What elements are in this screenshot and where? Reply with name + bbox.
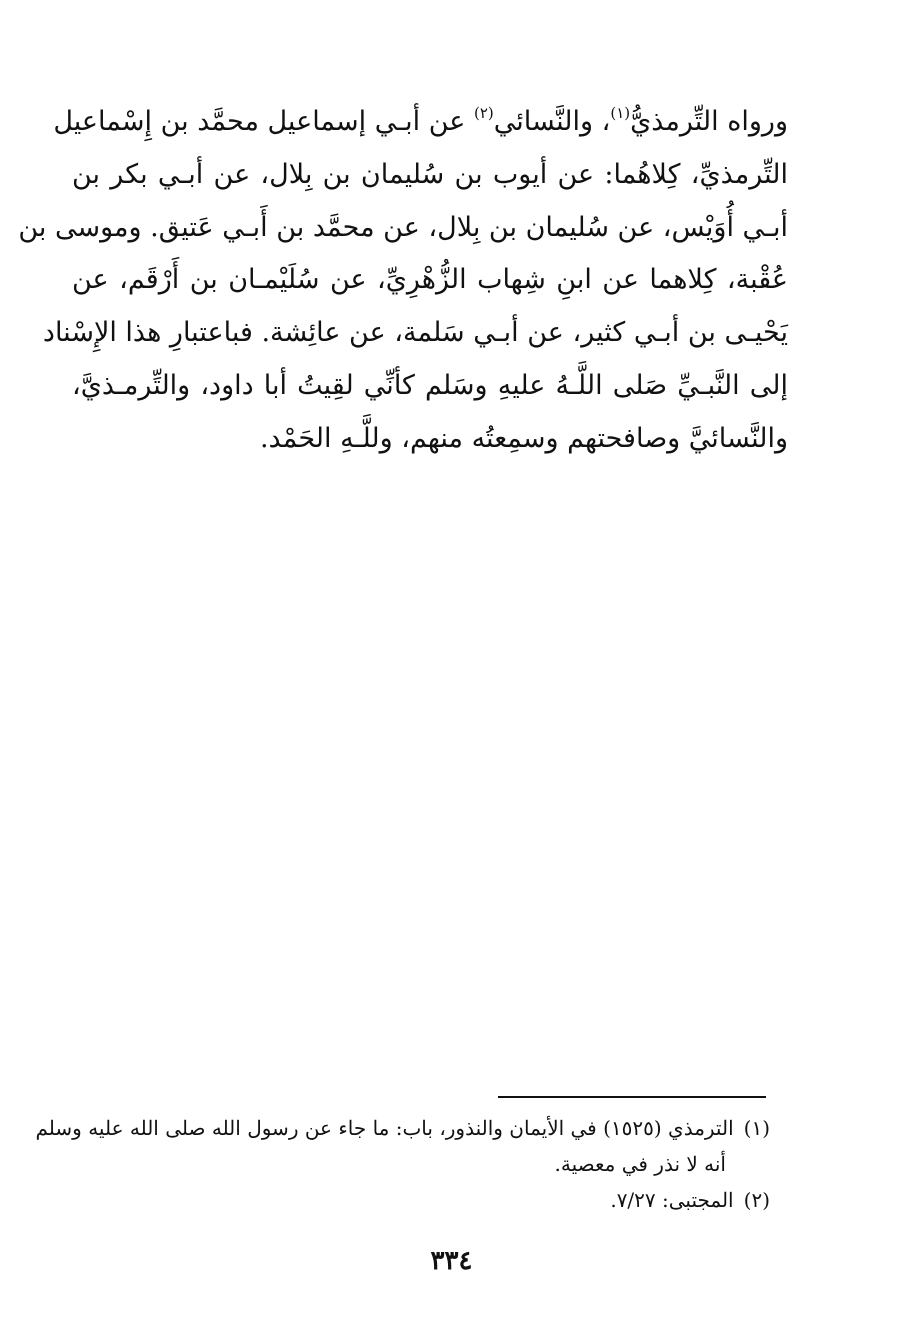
footnote-text: الترمذي (١٥٢٥) في الأيمان والنذور، باب: ما جاء عن رسول الله صلى الله عليه وسلم [35, 1116, 734, 1140]
footnote-number: (١) [743, 1116, 770, 1140]
footnote-marker-2[interactable]: (٢) [474, 104, 494, 122]
main-body-text [18, 96, 788, 466]
text-line-3: أبـي أُوَيْس، عن سُليمان بن بِلال، عن محمَّد بن أَبـي عَتيق. وموسى بن [18, 211, 788, 243]
text-segment: ، والنَّسائي [493, 106, 611, 137]
footnote-separator [498, 1096, 766, 1098]
text-segment: عن أبـي إسماعيل محمَّد بن إِسْماعيل [53, 106, 474, 137]
footnote-text: المجتبى: ٧/٢٧. [610, 1188, 734, 1212]
footnote-continuation: أنه لا نذر في معصية. [554, 1152, 726, 1176]
text-segment: ورواه التِّرمذيُّ [630, 106, 788, 137]
footnote-1 [35, 1110, 770, 1182]
text-line-4: عُقْبة، كِلاهما عن ابنِ شِهاب الزُّهْرِيِّ، عن سُلَيْمـان بن أَرْقَم، عن [72, 264, 788, 296]
footnote-line [66, 1182, 770, 1218]
text-line-6: إلى النَّبـيِّ صَلى اللَّـهُ عليهِ وسَلم كأنِّي لقِيتُ أبا داود، والتِّرمـذيَّ، [72, 369, 788, 401]
text-line-5: يَحْيـى بن أبـي كثير، عن أبـي سَلمة، عن عائِشة. فباعتبارِ هذا الإِسْناد [42, 317, 788, 349]
page-number: ٣٣٤ [430, 1246, 473, 1276]
footnote-2 [66, 1182, 770, 1218]
footnotes-section [35, 1110, 770, 1218]
text-line-7: والنَّسائيَّ وصافحتهم وسمِعتُه منهم، وللَّـهِ الحَمْد. [259, 422, 788, 454]
footnote-line [35, 1110, 770, 1146]
footnote-number: (٢) [743, 1188, 770, 1212]
text-line-2: التِّرمذيِّ، كِلاهُما: عن أيوب بن سُليمان بن بِلال، عن أبـي بكر بن [72, 158, 788, 190]
text-line-1 [53, 96, 788, 149]
footnote-marker-1[interactable]: (١) [610, 104, 631, 122]
